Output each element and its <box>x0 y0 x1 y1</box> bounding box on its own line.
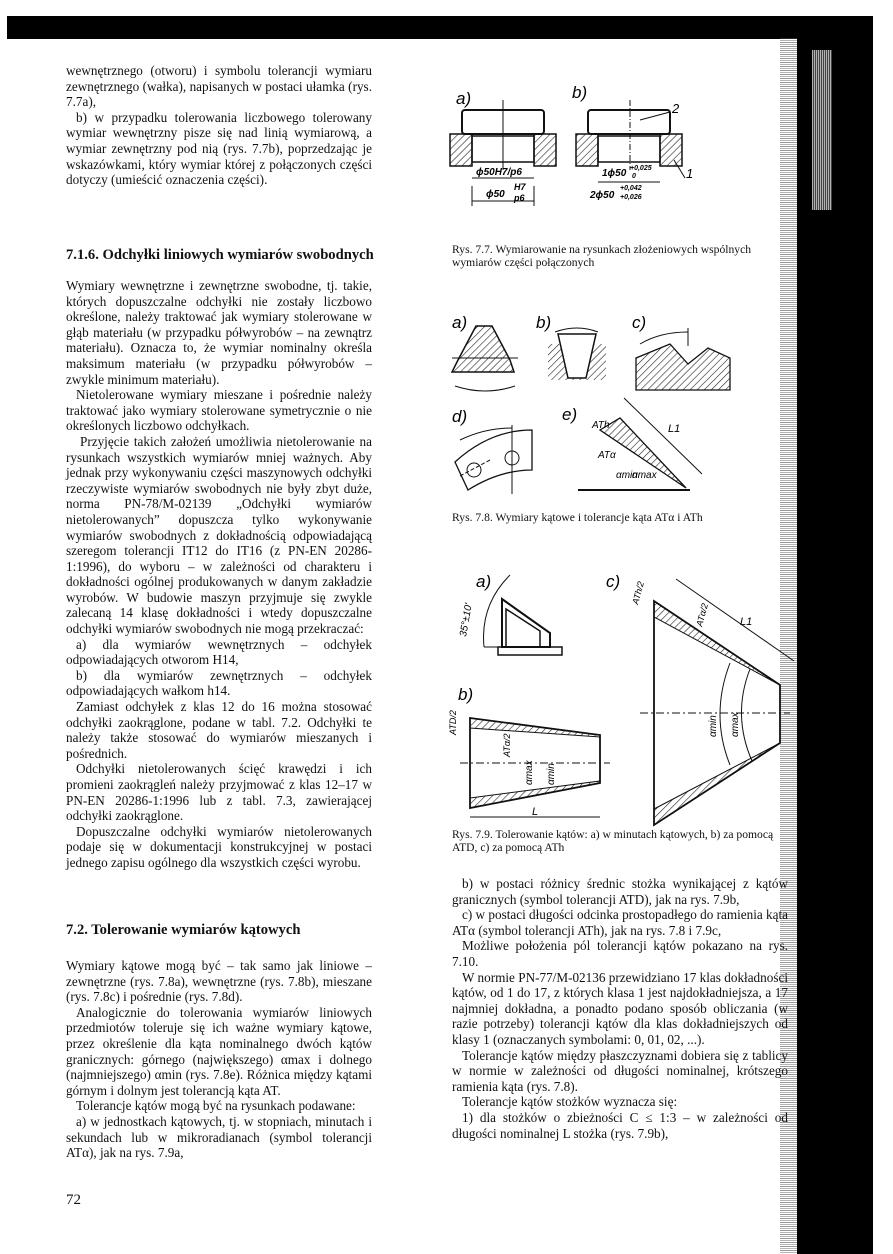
svg-text:p6: p6 <box>514 193 525 203</box>
figure-7-7 <box>440 60 740 240</box>
paragraph: b) w przypadku tolerowania liczbowego tolerowany wymiar wewnętrzny pisze się nad linią wymiarową, a wymiar zewnętrzny pod nią (rys. 7.7b), poprzedzając je wskazówkami, który wymiar której z połączonych części dotyczy (umieścić oznaczenia części). <box>66 109 372 188</box>
svg-text:αmin: αmin <box>546 763 557 785</box>
paragraph: Tolerancje kątów stożków wyznacza się: <box>462 1094 678 1110</box>
figure-7-7-caption: Rys. 7.7. Wymiarowanie na rysunkach złożeniowych wspólnych wymiarów części połączonych <box>452 243 752 269</box>
svg-text:L1: L1 <box>740 616 753 628</box>
fig-7-7-label-b: b) <box>572 83 588 102</box>
svg-text:ϕ50: ϕ50 <box>486 189 505 200</box>
paragraph: Wymiary kątowe mogą być – tak samo jak liniowe – zewnętrzne (rys. 7.8a), wewnętrzne (rys. 7.8b), mieszane (rys. 7.8c) i pośrednie (rys. 7.8d). <box>66 958 372 1005</box>
svg-text:ATα/2: ATα/2 <box>502 733 512 757</box>
list-item-a: a) w jednostkach kątowych, tj. w stopniach, minutach i sekundach lub w mikroradianach (symbol tolerancji ATα), jak na rys. 7.9a, <box>66 1113 372 1161</box>
svg-text:+0,026: +0,026 <box>620 194 642 201</box>
paragraph: Tolerancje kątów mogą być na rysunkach podawane: <box>76 1098 356 1114</box>
svg-text:ATα/2: ATα/2 <box>694 602 711 628</box>
svg-text:+0,042: +0,042 <box>620 185 642 192</box>
svg-text:a): a) <box>476 572 492 591</box>
svg-text:αmax: αmax <box>524 760 535 785</box>
paragraph: Dopuszczalne odchyłki wymiarów nietolerowanych podaje się w dokumentacji konstrukcyjnej w postaci jednego zapisu ogólnego dla wszystkich części wyrobu. <box>66 823 372 870</box>
page-number: 72 <box>66 1192 81 1208</box>
paragraph: Analogicznie do tolerowania wymiarów liniowych przedmiotów toleruje się ich ważne wymiary kątowe, przez określenie dla kąta nominalnego dwóch kątów granicznych: górnego (największego) αmax i dolnego (najmniejszego) αmin (rys. 7.8e). Różnica między kątami górnym i dolnym jest tolerancją kąta AT. <box>66 1004 372 1098</box>
paragraph: wewnętrznego (otworu) i symbolu tolerancji wymiaru zewnętrznego (wałka), napisanych w postaci ułamka (rys. 7.7a), <box>66 63 372 110</box>
scan-edge-noise-top <box>812 50 832 210</box>
paragraph: Nietolerowane wymiary mieszane i pośrednie należy traktować jako wymiary stolerowane symetrycznie o nie określonych liczbowo odchyłkach. <box>66 387 372 434</box>
svg-text:ATh/2: ATh/2 <box>630 580 646 606</box>
list-item-1: 1) dla stożków o zbieżności C ≤ 1:3 – w zależności od długości nominalnej L stożka (rys. 7.9b), <box>452 1109 788 1141</box>
paragraph: Tolerancje kątów między płaszczyznami dobiera się z tablicy w normie w zależności od długości nominalnej, krótszego ramienia kąta (rys. 7.8). <box>452 1047 788 1094</box>
paragraph: Przyjęcie takich założeń umożliwia nietolerowanie na rysunkach wszystkich wymiarów mniej ważnych. Aby jednak przy wykonywaniu części maszynowych odchyłki rzeczywiste wymiarów swobodnych nie były zbyt duże, norma PN-78/M-02139 „Odchyłki wymiarów nietolerowanych” dopuszcza tylko wykonywanie wymiarów swobodnych z dokładnością odpowiadającą szeregom tolerancji IT12 do IT16 (z PN-EN 20286-1:1996), do wyboru – w zależności od charakteru i dokładności ogólnej produkowanych w danym zakładzie wyrobów. W budowie maszyn przyjmuje się zwykle zalecaną 14 klasę dokładności i wtedy dopuszczalne odchyłki wymiarów swobodnych nie mogą przekraczać: <box>66 433 372 637</box>
svg-text:H7: H7 <box>514 182 526 192</box>
paragraph: Możliwe położenia pól tolerancji kątów pokazano na rys. 7.10. <box>452 938 788 969</box>
section-7-1-6-body <box>66 278 372 871</box>
list-item-b: b) dla wymiarów zewnętrznych – odchyłek odpowiadających wałkom h14. <box>66 667 372 699</box>
paragraph: Zamiast odchyłek z klas 12 do 16 można stosować odchyłki zaokrąglone, podane w tabl. 7.2. Odchyłki te należy także stosować do wymiarów mieszanych i pośrednich. <box>66 699 372 761</box>
section-heading-7-2: 7.2. Tolerowanie wymiarów kątowych <box>66 922 301 938</box>
svg-text:ATα: ATα <box>598 450 616 461</box>
fig-7-7-part-2: 2 <box>672 101 680 116</box>
svg-text:αmax: αmax <box>632 470 657 481</box>
figure-7-9-caption: Rys. 7.9. Tolerowanie kątów: a) w minutach kątowych, b) za pomocą ATD, c) za pomocą ATh <box>452 828 774 854</box>
section-7-2-body <box>66 958 372 1161</box>
fig-7-7-part-1: 1 <box>686 166 694 181</box>
list-item-a: a) dla wymiarów wewnętrznych – odchyłek odpowiadających otworom H14, <box>66 636 372 668</box>
svg-text:2ϕ50: 2ϕ50 <box>590 190 615 201</box>
list-item-b: b) w postaci różnicy średnic stożka wynikającej z kątów granicznych (symbol tolerancji ATD), jak na rys. 7.9b, <box>452 876 788 907</box>
section-heading-7-1-6: 7.1.6. Odchyłki liniowych wymiarów swobodnych <box>66 247 374 263</box>
svg-text:αmax: αmax <box>730 712 741 737</box>
fig-7-7-label-a: a) <box>456 89 472 108</box>
scan-right-border <box>797 38 873 1254</box>
scan-top-border <box>7 16 873 39</box>
svg-text:αmin: αmin <box>708 715 719 737</box>
svg-text:35°±10': 35°±10' <box>458 602 475 638</box>
svg-text:L: L <box>532 806 539 818</box>
figure-7-9 <box>440 565 800 830</box>
svg-text:a): a) <box>452 313 468 332</box>
svg-text:ATh: ATh <box>592 420 610 431</box>
svg-text:0: 0 <box>632 173 636 180</box>
paragraph: Odchyłki nietolerowanych ścięć krawędzi i ich promieni zaokrągleń należy przyjmować z klas 12–17 w PN-EN 20286-1:1996 lub z tabl. 7.3, zawierającej odchyłki zaokrąglone. <box>66 761 372 824</box>
svg-text:L1: L1 <box>668 423 681 435</box>
svg-text:ATD/2: ATD/2 <box>448 710 458 735</box>
svg-text:+0,025: +0,025 <box>630 165 652 172</box>
svg-text:1ϕ50: 1ϕ50 <box>602 168 627 179</box>
figure-7-8-caption: Rys. 7.8. Wymiary kątowe i tolerancje kąta ATα i ATh <box>452 511 703 524</box>
right-column-body <box>452 876 788 1141</box>
svg-text:e): e) <box>562 405 578 424</box>
intro-text <box>66 63 372 188</box>
svg-text:αmin: αmin <box>616 470 638 481</box>
paragraph: Wymiary wewnętrzne i zewnętrzne swobodne, tj. takie, których dopuszczalne odchyłki nie zostały liczbowo określone, należy traktować jak wymiary stolerowane w głąb materiału (w przypadku półwyrobów – na zewnątrz materiału). Oznacza to, że wymiar nominalny określa maksimum materiału (w przypadku półwyrobów – zwykle minimum materiału). <box>66 278 372 387</box>
svg-text:c): c) <box>632 313 647 332</box>
svg-text:b): b) <box>458 685 474 704</box>
fig-7-7-a-dim: ϕ50H7/p6 <box>476 167 522 178</box>
paragraph: W normie PN-77/M-02136 przewidziano 17 klas dokładności kątów, od 1 do 17, z których klasa 1 jest najdokładniejsza, a 17 najmniej dokładna, a ponadto podano sposób obliczania (w razie potrzeby) tolerancji kątów dla klas dokładniejszych od klasy 1 (oznaczanych symbolami: 0, 01, 02, ...). <box>452 969 788 1047</box>
svg-text:d): d) <box>452 407 468 426</box>
svg-text:b): b) <box>536 313 552 332</box>
svg-text:c): c) <box>606 572 621 591</box>
list-item-c: c) w postaci długości odcinka prostopadłego do ramienia kąta ATα (symbol tolerancji ATh), jak na rys. 7.8 i 7.9c, <box>452 907 788 938</box>
figure-7-8 <box>440 300 790 500</box>
